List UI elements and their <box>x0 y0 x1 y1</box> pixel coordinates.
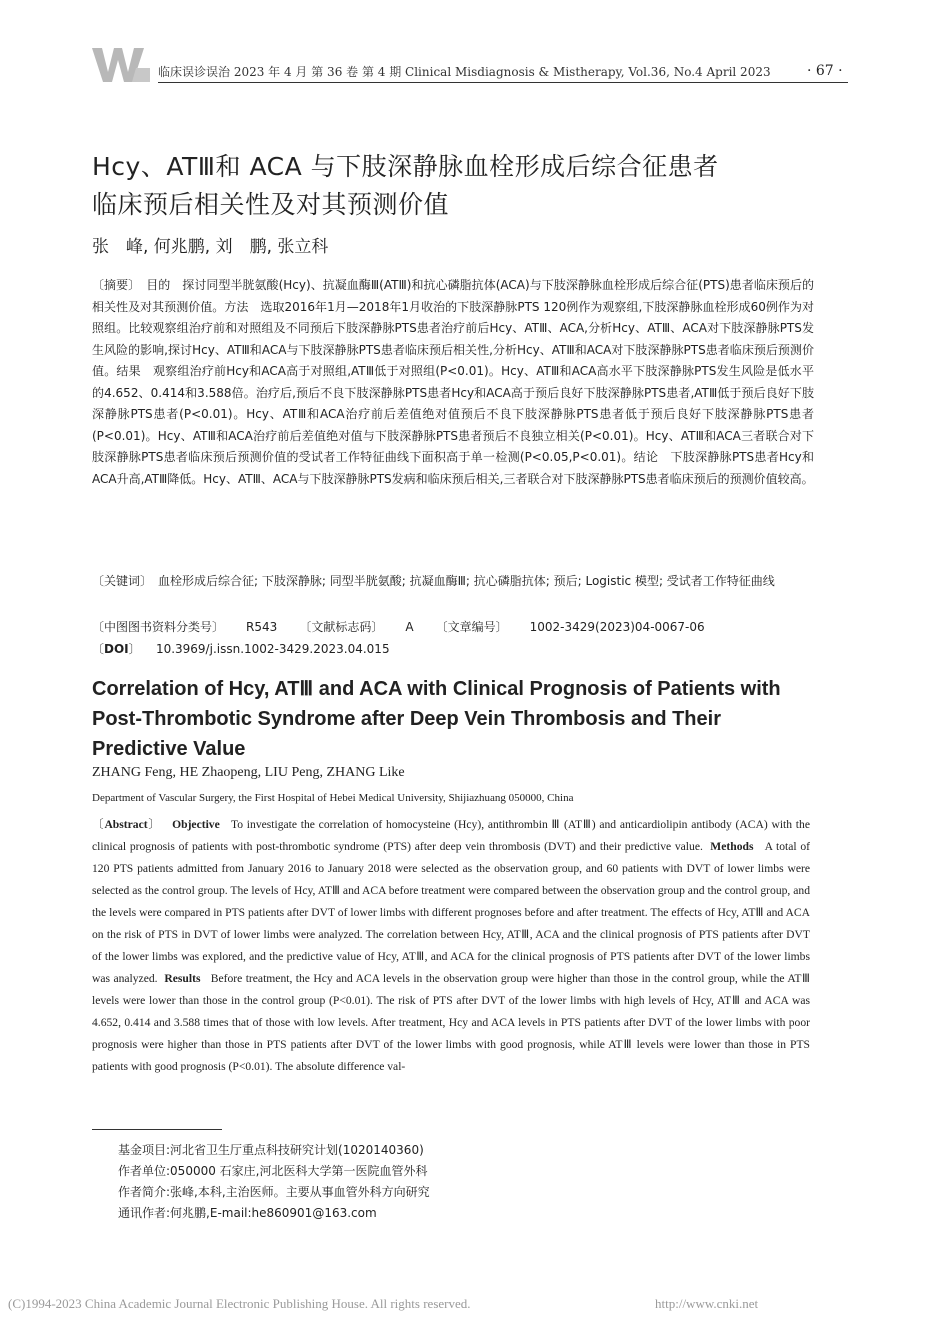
doc-code-label: 文献标志码 <box>311 620 372 634</box>
article-no-value: 1002-3429(2023)04-0067-06 <box>529 620 705 634</box>
page-number: · 67 · <box>807 63 843 79</box>
footnote-rule <box>92 1129 222 1130</box>
chinese-abstract: 〔摘要〕 目的 探讨同型半胱氨酸(Hcy)、抗凝血酶Ⅲ(ATⅢ)和抗心磷脂抗体(ACA)与下肢深静脉血栓形成后综合征(PTS)患者临床预后的相关性及对其预测价值。方法 选取2016年1月—2018年1月收治的下肢深静脉PTS 120例作为观察组,下肢深静脉血栓形成60例作为对照组。比较观察组治疗前和对照组及不同预后下肢深静脉PTS患者治疗前后Hcy、ATⅢ、ACA,分析Hcy、ATⅢ、ACA对下肢深静脉PTS发生风险的影响,探讨Hcy、ATⅢ和ACA与下肢深静脉PTS患者临床预后相关性,分析Hcy、ATⅢ和ACA对下肢深静脉PTS患者临床预后预测价值。结果 观察组治疗前Hcy和ACA高于对照组,ATⅢ低于对照组(P<0.01)。Hcy、ATⅢ和ACA高水平下肢深静脉PTS发生风险是低水平的4.652、0.414和3.588倍。治疗后,预后不良下肢深静脉PTS患者Hcy和ACA高于预后良好下肢深静脉PTS患者,ATⅢ低于预后良好下肢深静脉PTS患者(P<0.01)。Hcy、ATⅢ和ACA治疗前后差值绝对值预后不良下肢深静脉PTS患者低于预后良好下肢深静脉PTS患者(P<0.01)。Hcy、ATⅢ和ACA治疗前后差值绝对值与下肢深静脉PTS患者预后不良独立相关(P<0.01)。Hcy、ATⅢ和ACA三者联合对下肢深静脉PTS患者临床预后预测价值的受试者工作特征曲线下面积高于单一检测(P<0.05,P<0.01)。结论 下肢深静脉PTS患者Hcy和ACA升高,ATⅢ降低。Hcy、ATⅢ、ACA与下肢深静脉PTS发病和临床预后相关,三者联合对下肢深静脉PTS患者临床预后的预测价值较高。 <box>92 278 814 486</box>
unit-note: 作者单位:050000 石家庄,河北医科大学第一医院血管外科 <box>118 1164 428 1178</box>
chinese-keywords: 〔关键词〕 血栓形成后综合征; 下肢深静脉; 同型半胱氨酸; 抗凝血酶Ⅲ; 抗心磷脂抗体; 预后; Logistic 模型; 受试者工作特征曲线 <box>92 574 775 588</box>
running-header <box>92 46 852 86</box>
journal-logo-icon <box>92 48 150 82</box>
chinese-abstract-label: 摘要 <box>104 278 129 292</box>
english-affiliation: Department of Vascular Surgery, the First Hospital of Hebei Medical University, Shijiazhuang 050000, China <box>92 792 574 804</box>
classification-line: 〔中图图书资料分类号〕 R543 〔文献标志码〕 A 〔文章编号〕 1002-3429(2023)04-0067-06 <box>92 620 705 634</box>
keywords-label: 关键词 <box>104 574 141 588</box>
chinese-title <box>92 148 852 224</box>
doi-line: 〔DOI〕 10.3969/j.issn.1002-3429.2023.04.015 <box>92 642 390 656</box>
journal-line: 临床误诊误治 2023 年 4 月 第 36 卷 第 4 期 Clinical Misdiagnosis & Mistherapy, Vol.36, No.4 April 2023 <box>158 63 848 83</box>
objective-text: To investigate the correlation of homocysteine (Hcy), antithrombin Ⅲ (ATⅢ) and anticardiolipin antibody (ACA) with the clinical prognosis of patients with post-thrombotic syndrome (PTS) after deep vein thrombosis (DVT) and their predictive value. <box>92 818 810 853</box>
doi-label: DOI <box>104 642 129 656</box>
keywords-text: 血栓形成后综合征; 下肢深静脉; 同型半胱氨酸; 抗凝血酶Ⅲ; 抗心磷脂抗体; 预后; Logistic 模型; 受试者工作特征曲线 <box>146 574 775 588</box>
chinese-abstract-text: 目的 探讨同型半胱氨酸(Hcy)、抗凝血酶Ⅲ(ATⅢ)和抗心磷脂抗体(ACA)与下肢深静脉血栓形成后综合征(PTS)患者临床预后的相关性及对其预测价值。方法 选取2016年1月—2018年1月收治的下肢深静脉PTS 120例作为观察组,下肢深静脉血栓形成60例作为对照组。比较观察组治疗前和对照组及不同预后下肢深静脉PTS患者治疗前后Hcy、ATⅢ、ACA,分析Hcy、ATⅢ、ACA对下肢深静脉PTS发生风险的影响,探讨Hcy、ATⅢ和ACA与下肢深静脉PTS患者临床预后相关性,分析Hcy、ATⅢ和ACA对下肢深静脉PTS患者临床预后预测价值。结果 观察组治疗前Hcy和ACA高于对照组,ATⅢ低于对照组(P<0.01)。Hcy、ATⅢ和ACA高水平下肢深静脉PTS发生风险是低水平的4.652、0.414和3.588倍。治疗后,预后不良下肢深静脉PTS患者Hcy和ACA高于预后良好下肢深静脉PTS患者,ATⅢ低于预后良好下肢深静脉PTS患者(P<0.01)。Hcy、ATⅢ和ACA治疗前后差值绝对值预后不良下肢深静脉PTS患者低于预后良好下肢深静脉PTS患者(P<0.01)。Hcy、ATⅢ和ACA治疗前后差值绝对值与下肢深静脉PTS患者预后不良独立相关(P<0.01)。Hcy、ATⅢ和ACA三者联合对下肢深静脉PTS患者临床预后预测价值的受试者工作特征曲线下面积高于单一检测(P<0.05,P<0.01)。结论 下肢深静脉PTS患者Hcy和ACA升高,ATⅢ降低。Hcy、ATⅢ、ACA与下肢深静脉PTS发病和临床预后相关,三者联合对下肢深静脉PTS患者临床预后的预测价值较高。 <box>92 278 814 486</box>
results-text: Before treatment, the Hcy and ACA levels in the observation group were higher than those in the control group, while the ATⅢ levels were lower than those in the control group (P<0.01). The risk of PTS after DVT of the lower limbs with high levels of Hcy, ATⅢ and ACA was 4.652, 0.414 and 3.588 times that of those with low levels. After treatment, Hcy and ACA levels in PTS patients after DVT of the lower limbs with poor prognosis were higher than those in PTS patients after DVT of the lower limbs with good prognosis, while ATⅢ levels were lower than those in PTS patients with good prognosis (P<0.01). The absolute difference val- <box>92 972 811 1073</box>
chinese-title-line2: 临床预后相关性及对其预测价值 <box>92 190 450 219</box>
results-label: Results <box>164 972 201 985</box>
objective-label: Objective <box>172 818 220 831</box>
methods-label: Methods <box>710 840 754 853</box>
methods-text: A total of 120 PTS patients admitted from January 2016 to January 2018 were selected as the observation group, and 60 patients with DVT of lower limbs were selected as the control group. The levels of Hcy, ATⅢ and ACA before treatment were compared between the observation group and the control group, and the levels were compared in PTS patients after DVT of lower limbs with different prognoses before and after treatment. The effects of Hcy, ATⅢ and ACA on the risk of PTS in DVT of lower limbs were analyzed. The correlation between Hcy, ATⅢ, ACA and the clinical prognosis of PTS patients after DVT of the lower limbs was explored, and the predictive value of Hcy, ATⅢ, and ACA for the clinical prognosis of PTS patients after DVT of the lower limbs was analyzed. <box>92 840 811 985</box>
corresponding-note: 通讯作者:何兆鹏,E-mail:he860901@163.com <box>118 1206 377 1220</box>
clc-label: 中图图书资料分类号 <box>104 620 213 634</box>
abstract-label: Abstract <box>104 818 148 831</box>
article-no-label: 文章编号 <box>447 620 496 634</box>
chinese-title-line1: Hcy、ATⅢ和 ACA 与下肢深静脉血栓形成后综合征患者 <box>92 152 719 181</box>
copyright-text: (C)1994-2023 China Academic Journal Electronic Publishing House. All rights reserved. <box>8 1296 471 1311</box>
cnki-link[interactable]: http://www.cnki.net <box>655 1296 759 1311</box>
doi-value[interactable]: 10.3969/j.issn.1002-3429.2023.04.015 <box>155 642 390 656</box>
doc-code-value: A <box>405 620 414 634</box>
bio-note: 作者简介:张峰,本科,主治医师。主要从事血管外科方向研究 <box>118 1185 430 1199</box>
english-abstract: 〔Abstract〕 Objective To investigate the correlation of homocysteine (Hcy), antithrombin Ⅲ (ATⅢ) and anticardiolipin antibody (ACA) with the clinical prognosis of patients with post-thrombotic syndrome (PTS) after deep vein thrombosis (DVT) and their predictive value. Methods A total of 120 PTS patients admitted from January 2016 to January 2018 were selected as the observation group, and 60 patients with DVT of lower limbs were selected as the control group. The levels of Hcy, ATⅢ and ACA before treatment were compared between the observation group and the control group, and the levels were compared in PTS patients after DVT of lower limbs with different prognoses before and after treatment. The effects of Hcy, ATⅢ and ACA on the risk of PTS in DVT of lower limbs were analyzed. The correlation between Hcy, ATⅢ, ACA and the clinical prognosis of PTS patients after DVT of the lower limbs was explored, and the predictive value of Hcy, ATⅢ, and ACA for the clinical prognosis of PTS patients after DVT of the lower limbs was analyzed. Results Before treatment, the Hcy and ACA levels in the observation group were higher than those in the control group, while the ATⅢ levels were lower than those in the control group (P<0.01). The risk of PTS after DVT of the lower limbs with high levels of Hcy, ATⅢ and ACA was 4.652, 0.414 and 3.588 times that of those with low levels. After treatment, Hcy and ACA levels in PTS patients after DVT of the lower limbs with poor prognosis were higher than those in PTS patients after DVT of the lower limbs with good prognosis, while ATⅢ levels were lower than those in PTS patients with good prognosis (P<0.01). The absolute difference val- <box>92 817 811 1073</box>
footnotes <box>118 1140 430 1224</box>
english-authors: ZHANG Feng, HE Zhaopeng, LIU Peng, ZHANG Like <box>92 765 405 780</box>
fund-note: 基金项目:河北省卫生厅重点科技研究计划(1020140360) <box>118 1143 424 1157</box>
english-title: Correlation of Hcy, ATⅢ and ACA with Clinical Prognosis of Patients with Post-Thrombotic Syndrome after Deep Vein Thrombosis and Their Predictive Value <box>92 678 781 760</box>
clc-value: R543 <box>246 620 278 634</box>
chinese-authors: 张 峰, 何兆鹏, 刘 鹏, 张立科 <box>92 237 329 257</box>
